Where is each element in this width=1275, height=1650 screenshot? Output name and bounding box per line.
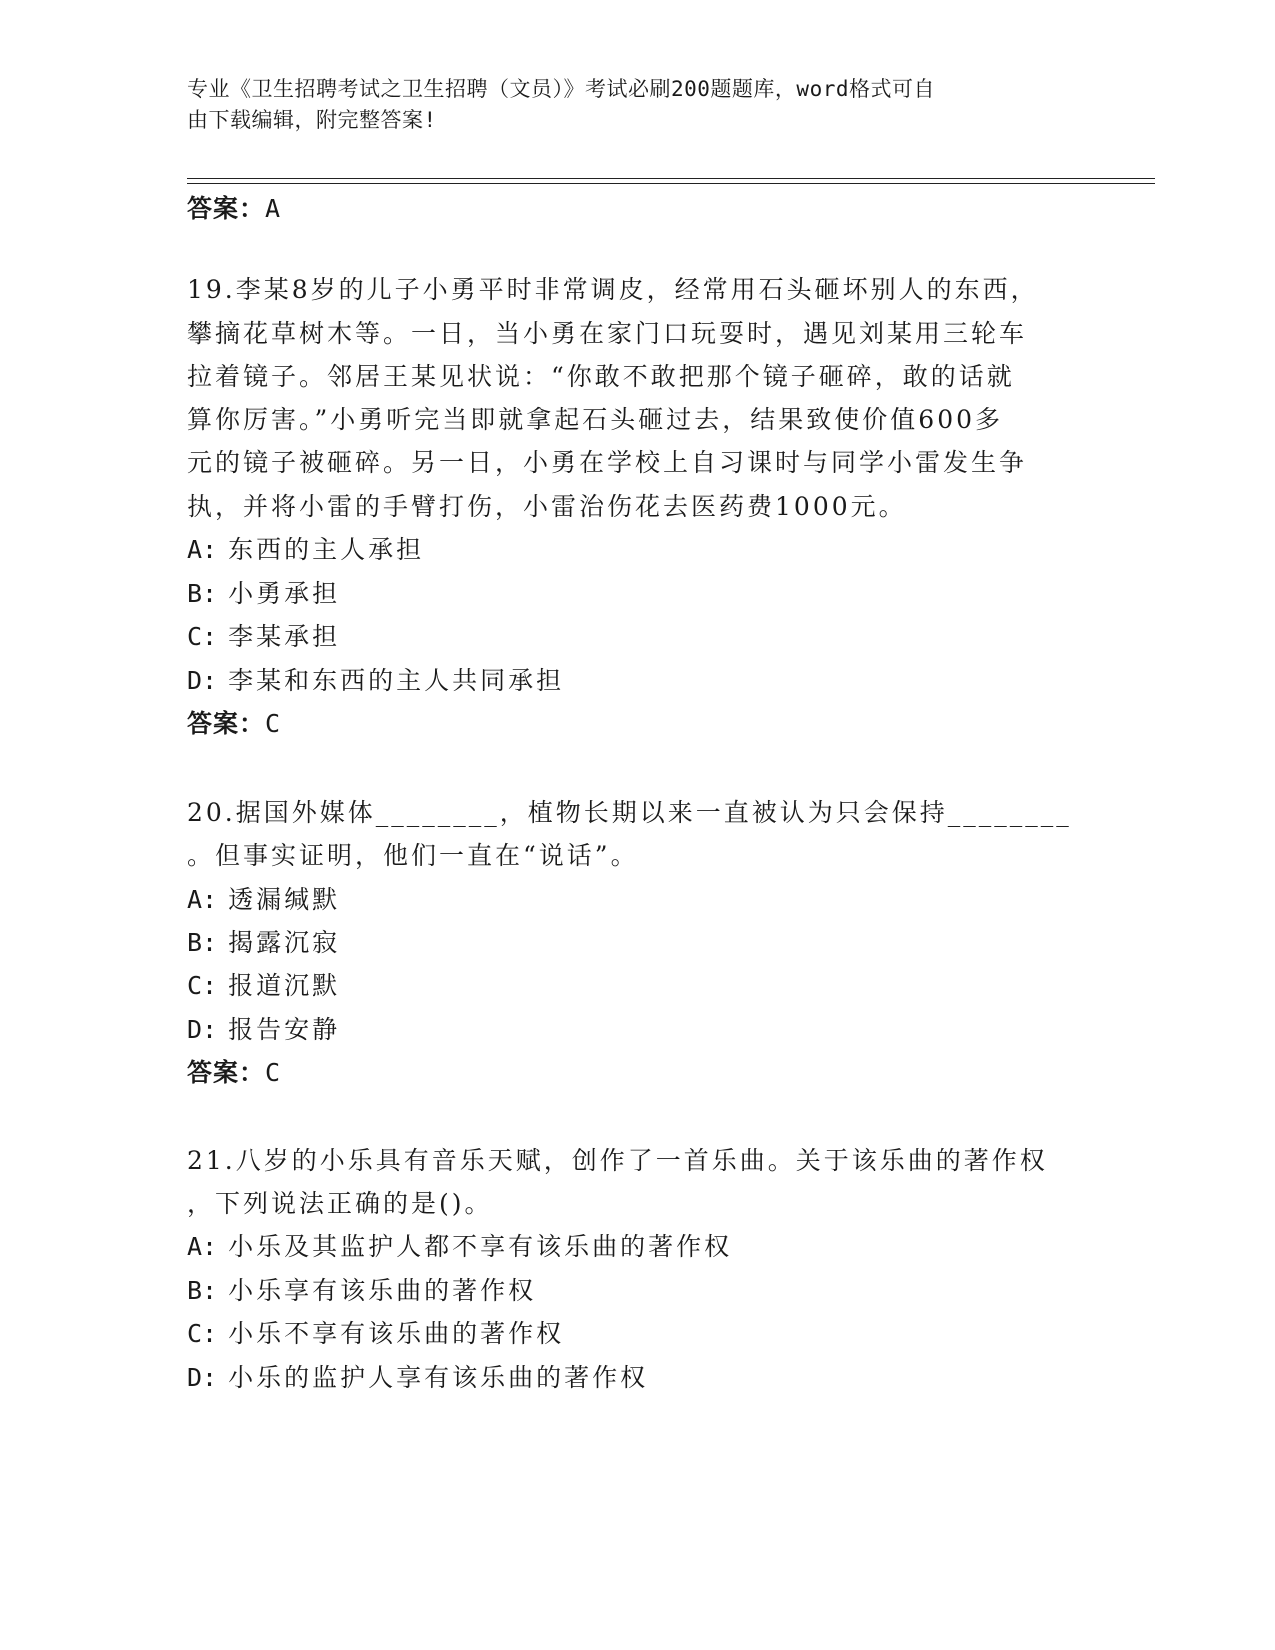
question-21-option-a [187, 1232, 732, 1262]
question-19-line: 算你厉害。”小勇听完当即就拿起石头砸过去，结果致使价值600多 [187, 405, 1004, 434]
option-letter: B: [187, 1276, 218, 1305]
header-line-2: 由下载编辑，附完整答案! [187, 108, 437, 132]
question-20-option-c [187, 971, 340, 1001]
question-19-option-b [187, 579, 340, 609]
question-19-line: 元的镜子被砸碎。另一日，小勇在学校上自习课时与同学小雷发生争 [187, 448, 1028, 477]
answer-label: 答案： [187, 194, 266, 223]
answer-20 [187, 1058, 281, 1088]
option-letter: B: [187, 579, 218, 608]
option-text: 报告安静 [228, 1015, 341, 1044]
option-letter: A: [187, 1232, 218, 1261]
option-text: 小勇承担 [228, 579, 341, 608]
document-header [187, 74, 1067, 136]
answer-19 [187, 709, 281, 739]
question-20-line: 。但事实证明，他们一直在“说话”。 [187, 841, 639, 870]
question-19-option-a [187, 535, 424, 565]
answer-value: C [265, 709, 282, 738]
option-letter: D: [187, 1363, 218, 1392]
option-letter: D: [187, 666, 218, 695]
question-21-line: 21.八岁的小乐具有音乐天赋，创作了一首乐曲。关于该乐曲的著作权 [187, 1146, 1048, 1175]
option-letter: A: [187, 885, 218, 914]
question-21-option-b [187, 1276, 536, 1306]
option-text: 透漏缄默 [228, 885, 341, 914]
question-19-option-d [187, 666, 564, 696]
answer-label: 答案： [187, 709, 266, 738]
question-19-option-c [187, 622, 340, 652]
option-text: 东西的主人承担 [228, 535, 425, 564]
question-19-line: 执，并将小雷的手臂打伤，小雷治伤花去医药费1000元。 [187, 492, 907, 521]
answer-18 [187, 194, 281, 224]
option-text: 小乐的监护人享有该乐曲的著作权 [228, 1363, 649, 1392]
question-20-option-a [187, 885, 340, 915]
header-divider-top [187, 178, 1155, 179]
answer-value: A [265, 194, 282, 223]
question-21-line: ，下列说法正确的是()。 [187, 1189, 493, 1218]
question-20-line: 20.据国外媒体________，植物长期以来一直被认为只会保持________ [187, 798, 1072, 827]
question-19-line: 拉着镜子。邻居王某见状说：“你敢不敢把那个镜子砸碎，敢的话就 [187, 362, 1015, 391]
question-19-line: 19.李某8岁的儿子小勇平时非常调皮，经常用石头砸坏别人的东西， [187, 275, 1039, 304]
option-letter: B: [187, 928, 218, 957]
option-letter: C: [187, 971, 218, 1000]
answer-value: C [265, 1058, 282, 1087]
header-divider-bottom [187, 183, 1155, 184]
option-letter: C: [187, 622, 218, 651]
option-text: 揭露沉寂 [228, 928, 341, 957]
question-21-option-c [187, 1319, 564, 1349]
option-letter: A: [187, 535, 218, 564]
question-19-line: 攀摘花草树木等。一日，当小勇在家门口玩耍时，遇见刘某用三轮车 [187, 319, 1028, 348]
question-20-option-d [187, 1015, 340, 1045]
option-text: 报道沉默 [228, 971, 341, 1000]
option-text: 李某承担 [228, 622, 341, 651]
question-20-option-b [187, 928, 340, 958]
header-line-1: 专业《卫生招聘考试之卫生招聘（文员）》考试必刷200题题库，word格式可自 [187, 77, 935, 101]
option-letter: D: [187, 1015, 218, 1044]
option-text: 小乐及其监护人都不享有该乐曲的著作权 [228, 1232, 733, 1261]
option-text: 李某和东西的主人共同承担 [228, 666, 565, 695]
option-text: 小乐不享有该乐曲的著作权 [228, 1319, 565, 1348]
option-letter: C: [187, 1319, 218, 1348]
question-21-option-d [187, 1363, 648, 1393]
option-text: 小乐享有该乐曲的著作权 [228, 1276, 537, 1305]
answer-label: 答案： [187, 1058, 266, 1087]
